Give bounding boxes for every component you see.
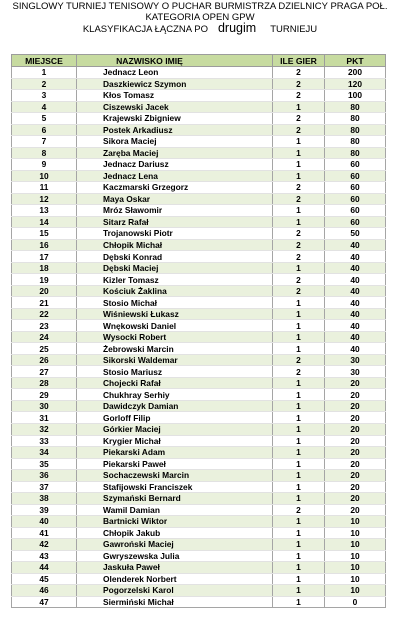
cell-games: 1 xyxy=(273,447,325,459)
cell-place: 23 xyxy=(12,320,77,332)
cell-games: 1 xyxy=(273,262,325,274)
cell-points: 60 xyxy=(325,159,386,171)
cell-name: Stosio Michał xyxy=(77,297,273,309)
cell-games: 2 xyxy=(273,228,325,240)
cell-games: 1 xyxy=(273,308,325,320)
cell-name: Jednacz Leon xyxy=(77,67,273,79)
cell-points: 120 xyxy=(325,78,386,90)
cell-name: Gawroński Maciej xyxy=(77,539,273,551)
cell-points: 40 xyxy=(325,251,386,263)
cell-points: 10 xyxy=(325,562,386,574)
cell-points: 20 xyxy=(325,423,386,435)
cell-name: Chojecki Rafał xyxy=(77,377,273,389)
cell-place: 34 xyxy=(12,447,77,459)
cell-place: 27 xyxy=(12,366,77,378)
cell-name: Daszkiewicz Szymon xyxy=(77,78,273,90)
cell-points: 10 xyxy=(325,585,386,597)
cell-games: 2 xyxy=(273,113,325,125)
cell-points: 20 xyxy=(325,504,386,516)
table-row xyxy=(12,331,386,343)
cell-games: 2 xyxy=(273,124,325,136)
cell-name: Żebrowski Marcin xyxy=(77,343,273,355)
cell-points: 80 xyxy=(325,124,386,136)
cell-games: 1 xyxy=(273,216,325,228)
cell-place: 9 xyxy=(12,159,77,171)
cell-points: 60 xyxy=(325,170,386,182)
cell-points: 10 xyxy=(325,516,386,528)
table-row xyxy=(12,251,386,263)
title-line-3-prefix: KLASYFIKACJA ŁĄCZNA PO xyxy=(82,24,208,35)
cell-points: 40 xyxy=(325,274,386,286)
cell-games: 1 xyxy=(273,435,325,447)
title-line-3-suffix: TURNIEJU xyxy=(270,24,318,35)
cell-name: Chłopik Jakub xyxy=(77,527,273,539)
table-row xyxy=(12,447,386,459)
column-header-name: NAZWISKO IMIĘ xyxy=(77,55,273,67)
cell-place: 19 xyxy=(12,274,77,286)
cell-place: 37 xyxy=(12,481,77,493)
cell-name: Sikora Maciej xyxy=(77,136,273,148)
cell-place: 12 xyxy=(12,193,77,205)
cell-games: 1 xyxy=(273,331,325,343)
cell-place: 8 xyxy=(12,147,77,159)
cell-points: 10 xyxy=(325,550,386,562)
table-row xyxy=(12,550,386,562)
cell-place: 2 xyxy=(12,78,77,90)
column-header-place: MIEJSCE xyxy=(12,55,77,67)
cell-place: 45 xyxy=(12,573,77,585)
cell-name: Chłopik Michał xyxy=(77,239,273,251)
cell-games: 1 xyxy=(273,389,325,401)
title-line-2: KATEGORIA OPEN GPW xyxy=(145,12,255,23)
cell-name: Gorloff Filip xyxy=(77,412,273,424)
cell-points: 40 xyxy=(325,297,386,309)
cell-games: 2 xyxy=(273,285,325,297)
cell-points: 60 xyxy=(325,182,386,194)
table-row xyxy=(12,493,386,505)
cell-name: Kizler Tomasz xyxy=(77,274,273,286)
cell-points: 60 xyxy=(325,193,386,205)
cell-place: 29 xyxy=(12,389,77,401)
table-row xyxy=(12,90,386,102)
cell-place: 35 xyxy=(12,458,77,470)
table-row xyxy=(12,504,386,516)
cell-place: 7 xyxy=(12,136,77,148)
table-row xyxy=(12,481,386,493)
ranking-table xyxy=(11,54,386,608)
cell-place: 47 xyxy=(12,596,77,608)
cell-points: 20 xyxy=(325,377,386,389)
table-row xyxy=(12,239,386,251)
cell-games: 1 xyxy=(273,596,325,608)
cell-points: 200 xyxy=(325,67,386,79)
cell-games: 2 xyxy=(273,239,325,251)
cell-points: 20 xyxy=(325,481,386,493)
cell-points: 30 xyxy=(325,366,386,378)
cell-games: 2 xyxy=(273,251,325,263)
cell-name: Dębski Konrad xyxy=(77,251,273,263)
table-row xyxy=(12,67,386,79)
cell-points: 40 xyxy=(325,262,386,274)
cell-games: 1 xyxy=(273,147,325,159)
cell-place: 16 xyxy=(12,239,77,251)
cell-place: 18 xyxy=(12,262,77,274)
cell-name: Dębski Maciej xyxy=(77,262,273,274)
cell-games: 1 xyxy=(273,343,325,355)
cell-name: Wnękowski Daniel xyxy=(77,320,273,332)
column-header-games: ILE GIER xyxy=(273,55,325,67)
cell-name: Piekarski Paweł xyxy=(77,458,273,470)
table-row xyxy=(12,585,386,597)
cell-games: 2 xyxy=(273,366,325,378)
cell-place: 32 xyxy=(12,423,77,435)
table-row xyxy=(12,435,386,447)
cell-points: 40 xyxy=(325,239,386,251)
table-row xyxy=(12,124,386,136)
table-row xyxy=(12,159,386,171)
cell-name: Szymański Bernard xyxy=(77,493,273,505)
cell-points: 20 xyxy=(325,470,386,482)
cell-games: 1 xyxy=(273,205,325,217)
table-row xyxy=(12,228,386,240)
cell-games: 1 xyxy=(273,412,325,424)
cell-name: Postek Arkadiusz xyxy=(77,124,273,136)
cell-points: 40 xyxy=(325,343,386,355)
table-row xyxy=(12,596,386,608)
cell-name: Kłos Tomasz xyxy=(77,90,273,102)
cell-points: 20 xyxy=(325,400,386,412)
cell-name: Górkier Maciej xyxy=(77,423,273,435)
cell-points: 10 xyxy=(325,539,386,551)
cell-name: Ciszewski Jacek xyxy=(77,101,273,113)
cell-points: 40 xyxy=(325,320,386,332)
cell-name: Sochaczewski Marcin xyxy=(77,470,273,482)
cell-place: 38 xyxy=(12,493,77,505)
cell-points: 80 xyxy=(325,147,386,159)
cell-name: Siermiński Michał xyxy=(77,596,273,608)
cell-games: 1 xyxy=(273,527,325,539)
cell-games: 1 xyxy=(273,458,325,470)
cell-points: 100 xyxy=(325,90,386,102)
cell-place: 20 xyxy=(12,285,77,297)
cell-name: Zaręba Maciej xyxy=(77,147,273,159)
cell-games: 1 xyxy=(273,481,325,493)
cell-points: 80 xyxy=(325,136,386,148)
cell-name: Olenderek Norbert xyxy=(77,573,273,585)
table-row xyxy=(12,274,386,286)
cell-games: 1 xyxy=(273,400,325,412)
cell-place: 25 xyxy=(12,343,77,355)
cell-name: Trojanowski Piotr xyxy=(77,228,273,240)
cell-games: 1 xyxy=(273,377,325,389)
cell-name: Sitarz Rafał xyxy=(77,216,273,228)
cell-games: 2 xyxy=(273,78,325,90)
cell-name: Sikorski Waldemar xyxy=(77,354,273,366)
cell-points: 40 xyxy=(325,331,386,343)
cell-name: Maya Oskar xyxy=(77,193,273,205)
cell-name: Dawidczyk Damian xyxy=(77,400,273,412)
cell-name: Wamil Damian xyxy=(77,504,273,516)
table-row xyxy=(12,193,386,205)
cell-name: Chukhray Serhiy xyxy=(77,389,273,401)
cell-games: 1 xyxy=(273,170,325,182)
cell-place: 13 xyxy=(12,205,77,217)
cell-points: 10 xyxy=(325,527,386,539)
cell-name: Jednacz Lena xyxy=(77,170,273,182)
cell-name: Stosio Mariusz xyxy=(77,366,273,378)
cell-name: Piekarski Adam xyxy=(77,447,273,459)
table-row xyxy=(12,320,386,332)
table-row xyxy=(12,113,386,125)
table-row xyxy=(12,285,386,297)
cell-place: 41 xyxy=(12,527,77,539)
cell-points: 60 xyxy=(325,216,386,228)
cell-name: Mróz Sławomir xyxy=(77,205,273,217)
cell-place: 10 xyxy=(12,170,77,182)
table-row xyxy=(12,423,386,435)
cell-games: 1 xyxy=(273,320,325,332)
cell-games: 1 xyxy=(273,493,325,505)
cell-name: Jednacz Dariusz xyxy=(77,159,273,171)
cell-games: 1 xyxy=(273,585,325,597)
cell-points: 0 xyxy=(325,596,386,608)
cell-place: 31 xyxy=(12,412,77,424)
title-line-1: SINGLOWY TURNIEJ TENISOWY O PUCHAR BURMISTRZA DZIELNICY PRAGA POŁ. xyxy=(12,1,388,12)
cell-name: Wysocki Robert xyxy=(77,331,273,343)
cell-place: 40 xyxy=(12,516,77,528)
cell-games: 1 xyxy=(273,550,325,562)
cell-points: 20 xyxy=(325,412,386,424)
table-row xyxy=(12,412,386,424)
cell-place: 17 xyxy=(12,251,77,263)
cell-name: Gwryszewska Julia xyxy=(77,550,273,562)
table-row xyxy=(12,297,386,309)
cell-place: 1 xyxy=(12,67,77,79)
cell-place: 33 xyxy=(12,435,77,447)
cell-games: 1 xyxy=(273,516,325,528)
cell-points: 80 xyxy=(325,113,386,125)
cell-points: 20 xyxy=(325,458,386,470)
cell-place: 6 xyxy=(12,124,77,136)
cell-place: 5 xyxy=(12,113,77,125)
table-row xyxy=(12,400,386,412)
cell-place: 43 xyxy=(12,550,77,562)
table-row xyxy=(12,262,386,274)
table-row xyxy=(12,101,386,113)
table-header-row xyxy=(12,55,386,67)
cell-games: 1 xyxy=(273,539,325,551)
column-header-points: PKT xyxy=(325,55,386,67)
cell-games: 2 xyxy=(273,354,325,366)
table-row xyxy=(12,573,386,585)
cell-games: 1 xyxy=(273,562,325,574)
cell-games: 1 xyxy=(273,297,325,309)
cell-games: 1 xyxy=(273,136,325,148)
cell-name: Pogorzelski Karol xyxy=(77,585,273,597)
cell-place: 39 xyxy=(12,504,77,516)
cell-games: 1 xyxy=(273,101,325,113)
table-row xyxy=(12,170,386,182)
title-line-3 xyxy=(0,23,400,35)
cell-place: 24 xyxy=(12,331,77,343)
cell-name: Krygier Michał xyxy=(77,435,273,447)
cell-games: 1 xyxy=(273,159,325,171)
cell-name: Bartnicki Wiktor xyxy=(77,516,273,528)
table-row xyxy=(12,136,386,148)
table-row xyxy=(12,343,386,355)
cell-points: 20 xyxy=(325,493,386,505)
cell-name: Krajewski Zbigniew xyxy=(77,113,273,125)
cell-name: Wiśniewski Łukasz xyxy=(77,308,273,320)
table-row xyxy=(12,458,386,470)
cell-name: Stafijowski Franciszek xyxy=(77,481,273,493)
cell-place: 28 xyxy=(12,377,77,389)
cell-points: 30 xyxy=(325,354,386,366)
table-row xyxy=(12,389,386,401)
cell-place: 3 xyxy=(12,90,77,102)
cell-games: 1 xyxy=(273,423,325,435)
cell-points: 80 xyxy=(325,101,386,113)
cell-name: Kościuk Żaklina xyxy=(77,285,273,297)
title-line-3-tournament: drugim xyxy=(217,21,257,35)
cell-place: 21 xyxy=(12,297,77,309)
table-row xyxy=(12,377,386,389)
cell-place: 14 xyxy=(12,216,77,228)
cell-points: 40 xyxy=(325,308,386,320)
table-row xyxy=(12,527,386,539)
cell-place: 22 xyxy=(12,308,77,320)
cell-points: 50 xyxy=(325,228,386,240)
cell-points: 10 xyxy=(325,573,386,585)
cell-place: 30 xyxy=(12,400,77,412)
table-row xyxy=(12,516,386,528)
cell-place: 11 xyxy=(12,182,77,194)
cell-games: 2 xyxy=(273,193,325,205)
table-row xyxy=(12,539,386,551)
table-row xyxy=(12,366,386,378)
cell-place: 15 xyxy=(12,228,77,240)
cell-place: 36 xyxy=(12,470,77,482)
table-row xyxy=(12,147,386,159)
cell-games: 2 xyxy=(273,504,325,516)
table-row xyxy=(12,205,386,217)
cell-place: 46 xyxy=(12,585,77,597)
cell-name: Kaczmarski Grzegorz xyxy=(77,182,273,194)
table-row xyxy=(12,562,386,574)
cell-place: 4 xyxy=(12,101,77,113)
cell-place: 44 xyxy=(12,562,77,574)
table-row xyxy=(12,78,386,90)
cell-games: 1 xyxy=(273,573,325,585)
cell-name: Jaskuła Paweł xyxy=(77,562,273,574)
cell-games: 2 xyxy=(273,274,325,286)
cell-place: 42 xyxy=(12,539,77,551)
cell-games: 2 xyxy=(273,182,325,194)
cell-points: 40 xyxy=(325,285,386,297)
cell-points: 20 xyxy=(325,435,386,447)
cell-place: 26 xyxy=(12,354,77,366)
cell-games: 2 xyxy=(273,67,325,79)
table-row xyxy=(12,470,386,482)
cell-games: 1 xyxy=(273,470,325,482)
table-row xyxy=(12,216,386,228)
table-row xyxy=(12,308,386,320)
cell-points: 20 xyxy=(325,447,386,459)
cell-points: 20 xyxy=(325,389,386,401)
cell-points: 60 xyxy=(325,205,386,217)
cell-games: 2 xyxy=(273,90,325,102)
table-row xyxy=(12,354,386,366)
table-row xyxy=(12,182,386,194)
